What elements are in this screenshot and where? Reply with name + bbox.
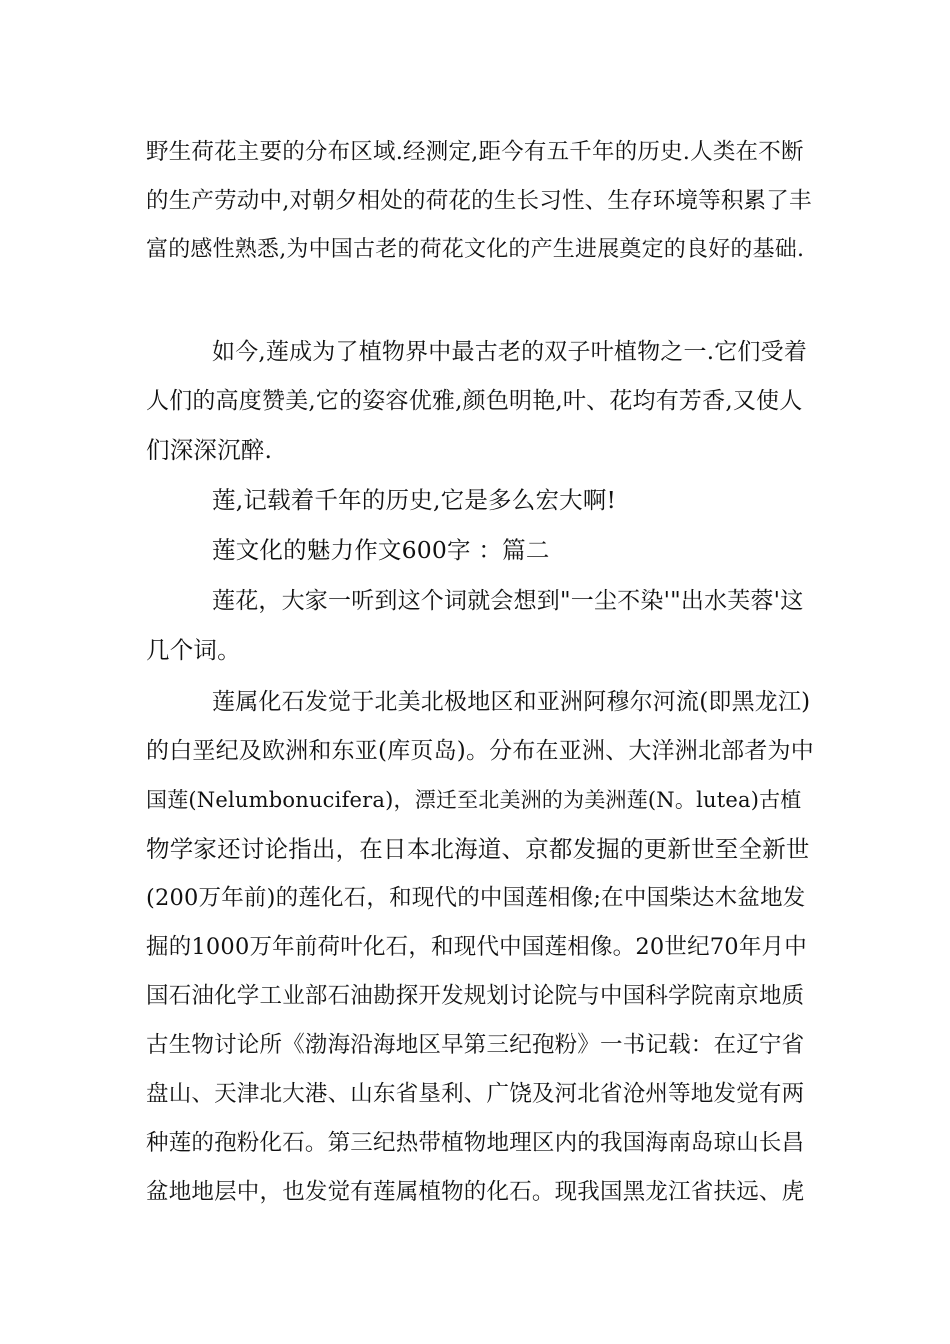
text-line-11: 莲属化石发觉于北美北极地区和亚洲阿穆尔河流(即黑龙江) bbox=[212, 689, 811, 715]
text-line-21: 盆地地层中，也发觉有莲属植物的化石。现我国黑龙江省扶远、虎 bbox=[146, 1179, 805, 1205]
section-heading: 莲文化的魅力作文600字 ：篇二 bbox=[212, 536, 550, 564]
text-line-20: 种莲的孢粉化石。第三纪热带植物地理区内的我国海南岛琼山长昌 bbox=[146, 1130, 805, 1156]
text-line-10: 几个词。 bbox=[146, 636, 241, 664]
text-line-17: 国石油化学工业部石油勘探开发规划讨论院与中国科学院南京地质 bbox=[146, 983, 805, 1009]
text-line-13: 国莲(Nelumbonucifera)，漂迁至北美洲的为美洲莲(N。lutea)古植 bbox=[146, 788, 802, 812]
text-line-2: 的生产劳动中,对朝夕相处的荷花的生长习性、生存环境等积累了丰 bbox=[146, 188, 812, 214]
text-line-5: 人们的高度赞美,它的姿容优雅,颜色明艳,叶、花均有芳香,又使人 bbox=[146, 388, 803, 414]
text-line-9: 莲花，大家一听到这个词就会想到"一尘不染'"出水芙蓉'这 bbox=[212, 588, 804, 614]
text-line-16: 掘的1000万年前荷叶化石，和现代中国莲相像。20世纪70年月中 bbox=[146, 934, 807, 960]
text-line-12: 的白垩纪及欧洲和东亚(库页岛)。分布在亚洲、大洋洲北部者为中 bbox=[146, 738, 814, 764]
text-line-7: 莲,记载着千年的历史,它是多么宏大啊! bbox=[212, 486, 617, 514]
text-line-18: 古生物讨论所《渤海沿海地区早第三纪孢粉》一书记载：在辽宁省 bbox=[146, 1032, 805, 1058]
text-line-3: 富的感性熟悉,为中国古老的荷花文化的产生进展奠定的良好的基础. bbox=[146, 237, 805, 262]
text-line-15: (200万年前)的莲化石，和现代的中国莲相像;在中国柴达木盆地发 bbox=[146, 885, 806, 911]
text-line-1: 野生荷花主要的分布区域.经测定,距今有五千年的历史.人类在不断 bbox=[146, 139, 804, 165]
text-line-19: 盘山、天津北大港、山东省垦利、广饶及河北省沧州等地发觉有两 bbox=[146, 1081, 805, 1107]
text-line-14: 物学家还讨论指出，在日本北海道、京都发掘的更新世至全新世 bbox=[146, 835, 810, 863]
text-line-4: 如今,莲成为了植物界中最古老的双子叶植物之一.它们受着 bbox=[212, 339, 808, 365]
text-line-6: 们深深沉醉. bbox=[146, 436, 273, 464]
